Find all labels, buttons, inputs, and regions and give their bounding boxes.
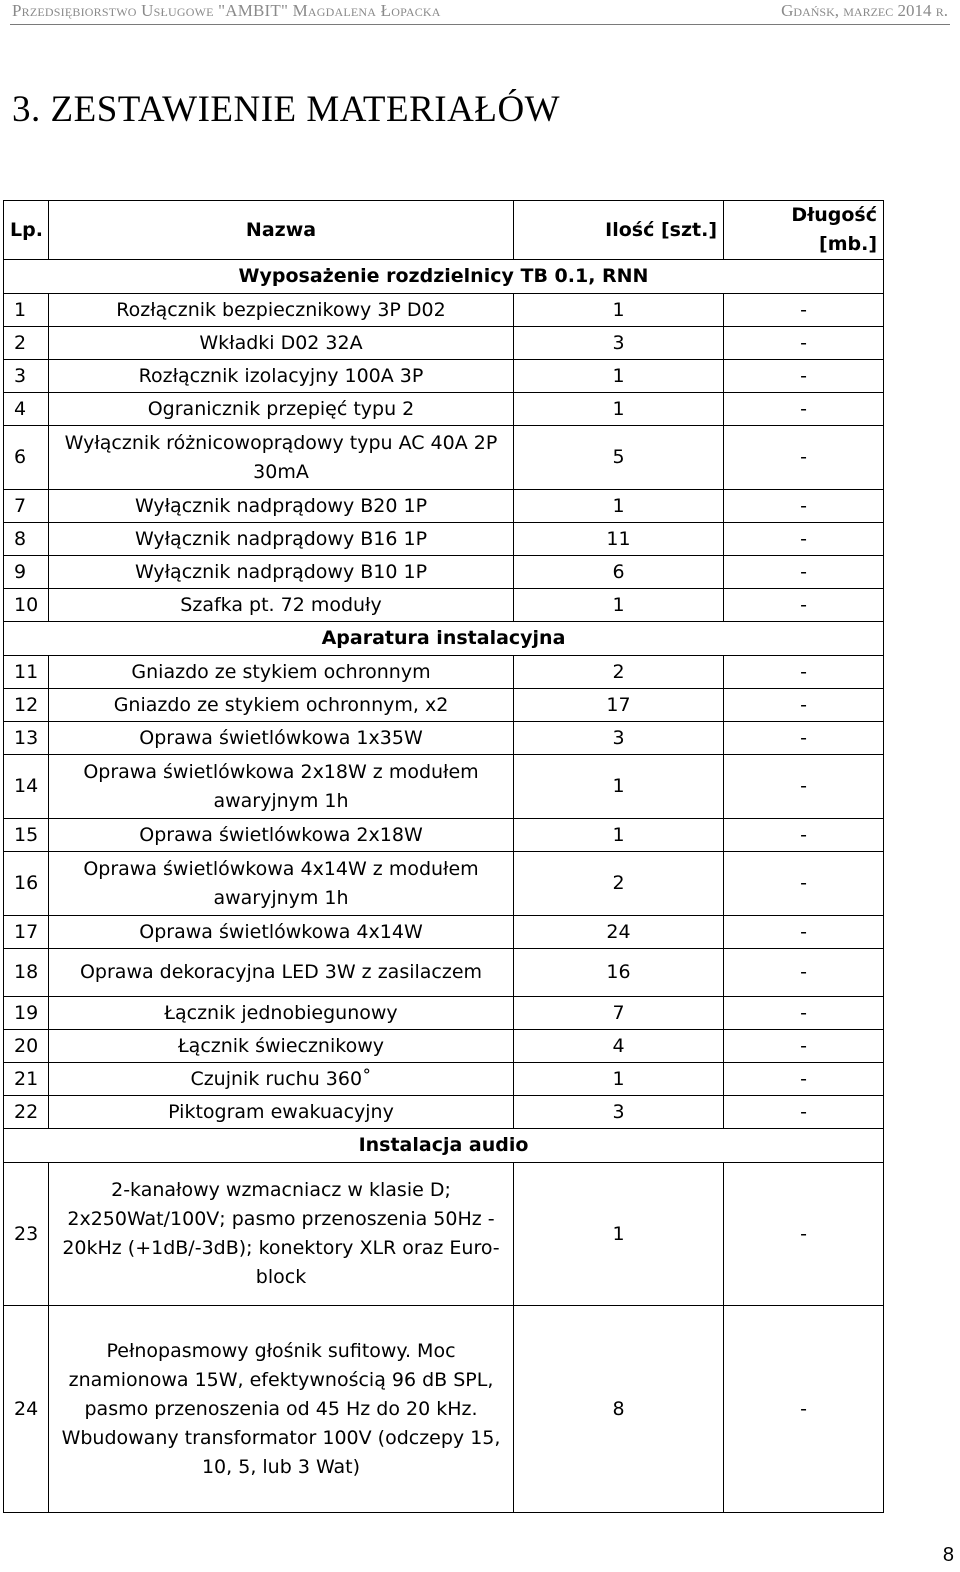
cell-lp: 14 [4,755,49,819]
cell-lp: 8 [4,523,49,556]
col-header-lp: Lp. [4,201,49,260]
cell-qty: 1 [514,360,724,393]
cell-qty: 1 [514,393,724,426]
cell-lp: 12 [4,689,49,722]
section-row [4,1129,884,1163]
cell-length: - [724,589,884,622]
cell-length: - [724,1306,884,1513]
table-row [4,327,884,360]
cell-lp: 15 [4,819,49,852]
section-title-cell: Wyposażenie rozdzielnicy TB 0.1, RNN [4,260,884,294]
section-title: 3. ZESTAWIENIE MATERIAŁÓW [12,89,561,130]
cell-name: Oprawa świetlówkowa 1x35W [49,722,514,755]
cell-qty: 6 [514,556,724,589]
cell-qty: 1 [514,819,724,852]
cell-qty: 7 [514,997,724,1030]
cell-lp: 22 [4,1096,49,1129]
col-header-qty: Ilość [szt.] [514,201,724,260]
cell-name: 2-kanałowy wzmacniacz w klasie D; 2x250Wat/100V; pasmo przenoszenia 50Hz - 20kHz (+1dB/-3dB); konektory XLR oraz Euro-block [49,1163,514,1306]
cell-qty: 3 [514,1096,724,1129]
table-row [4,949,884,997]
cell-length: - [724,1030,884,1063]
cell-length: - [724,949,884,997]
cell-lp: 17 [4,916,49,949]
cell-length: - [724,852,884,916]
cell-qty: 11 [514,523,724,556]
cell-length: - [724,360,884,393]
cell-length: - [724,689,884,722]
cell-lp: 23 [4,1163,49,1306]
table-header-row [4,201,884,260]
table-row [4,1306,884,1513]
cell-qty: 1 [514,294,724,327]
cell-qty: 3 [514,722,724,755]
cell-lp: 4 [4,393,49,426]
cell-length: - [724,916,884,949]
cell-qty: 2 [514,656,724,689]
cell-lp: 13 [4,722,49,755]
cell-name: Oprawa świetlówkowa 2x18W [49,819,514,852]
table-row [4,490,884,523]
table-row [4,523,884,556]
cell-lp: 6 [4,426,49,490]
cell-name: Szafka pt. 72 moduły [49,589,514,622]
table-row [4,589,884,622]
table-row [4,656,884,689]
cell-lp: 16 [4,852,49,916]
cell-lp: 19 [4,997,49,1030]
cell-name: Oprawa świetlówkowa 2x18W z modułem awaryjnym 1h [49,755,514,819]
cell-length: - [724,997,884,1030]
cell-qty: 17 [514,689,724,722]
page-header [0,0,960,22]
table-row [4,722,884,755]
cell-length: - [724,722,884,755]
cell-name: Rozłącznik izolacyjny 100A 3P [49,360,514,393]
table-row [4,1096,884,1129]
table-row [4,426,884,490]
col-header-name: Nazwa [49,201,514,260]
cell-qty: 16 [514,949,724,997]
cell-lp: 24 [4,1306,49,1513]
col-header-length: Długość [mb.] [724,201,884,260]
cell-qty: 4 [514,1030,724,1063]
table-row [4,852,884,916]
cell-name: Łącznik świecznikowy [49,1030,514,1063]
cell-name: Gniazdo ze stykiem ochronnym [49,656,514,689]
table-row [4,393,884,426]
cell-length: - [724,556,884,589]
cell-lp: 21 [4,1063,49,1096]
cell-qty: 1 [514,755,724,819]
table-row [4,1063,884,1096]
cell-name: Oprawa świetlówkowa 4x14W [49,916,514,949]
page-number: 8 [942,1544,954,1566]
cell-lp: 1 [4,294,49,327]
cell-lp: 7 [4,490,49,523]
cell-name: Wyłącznik nadprądowy B20 1P [49,490,514,523]
cell-name: Oprawa dekoracyjna LED 3W z zasilaczem [49,949,514,997]
cell-qty: 1 [514,490,724,523]
cell-lp: 11 [4,656,49,689]
cell-length: - [724,755,884,819]
cell-length: - [724,294,884,327]
section-title-cell: Instalacja audio [4,1129,884,1163]
materials-table [3,200,884,1513]
cell-qty: 2 [514,852,724,916]
cell-lp: 3 [4,360,49,393]
place-date: Gdańsk, marzec 2014 r. [781,1,948,20]
company-name: Przedsiębiorstwo Usługowe "AMBIT" Magdalena Łopacka [12,1,441,20]
cell-lp: 2 [4,327,49,360]
cell-qty: 3 [514,327,724,360]
cell-qty: 1 [514,1163,724,1306]
table-row [4,556,884,589]
cell-qty: 1 [514,589,724,622]
cell-length: - [724,426,884,490]
cell-lp: 20 [4,1030,49,1063]
cell-length: - [724,523,884,556]
table-row [4,689,884,722]
section-row [4,622,884,656]
cell-lp: 9 [4,556,49,589]
cell-name: Oprawa świetlówkowa 4x14W z modułem awaryjnym 1h [49,852,514,916]
cell-lp: 10 [4,589,49,622]
cell-qty: 8 [514,1306,724,1513]
cell-name: Wyłącznik nadprądowy B16 1P [49,523,514,556]
section-row [4,260,884,294]
cell-length: - [724,1096,884,1129]
cell-qty: 24 [514,916,724,949]
cell-length: - [724,327,884,360]
cell-length: - [724,393,884,426]
cell-name: Wyłącznik nadprądowy B10 1P [49,556,514,589]
table-row [4,755,884,819]
cell-name: Rozłącznik bezpiecznikowy 3P D02 [49,294,514,327]
header-divider [10,24,950,25]
table-row [4,916,884,949]
table-row [4,294,884,327]
cell-name: Wyłącznik różnicowoprądowy typu AC 40A 2P 30mA [49,426,514,490]
cell-name: Czujnik ruchu 360˚ [49,1063,514,1096]
cell-name: Pełnopasmowy głośnik sufitowy. Moc znamionowa 15W, efektywnością 96 dB SPL, pasmo przenoszenia od 45 Hz do 20 kHz. Wbudowany transformator 100V (odczepy 15, 10, 5, lub 3 Wat) [49,1306,514,1513]
table-row [4,1030,884,1063]
cell-length: - [724,1063,884,1096]
cell-name: Piktogram ewakuacyjny [49,1096,514,1129]
cell-name: Ogranicznik przepięć typu 2 [49,393,514,426]
cell-length: - [724,819,884,852]
cell-length: - [724,490,884,523]
cell-qty: 1 [514,1063,724,1096]
table-row [4,997,884,1030]
cell-length: - [724,656,884,689]
cell-name: Gniazdo ze stykiem ochronnym, x2 [49,689,514,722]
cell-lp: 18 [4,949,49,997]
cell-length: - [724,1163,884,1306]
section-title-cell: Aparatura instalacyjna [4,622,884,656]
cell-name: Łącznik jednobiegunowy [49,997,514,1030]
table-row [4,1163,884,1306]
table-row [4,819,884,852]
cell-name: Wkładki D02 32A [49,327,514,360]
cell-qty: 5 [514,426,724,490]
table-row [4,360,884,393]
